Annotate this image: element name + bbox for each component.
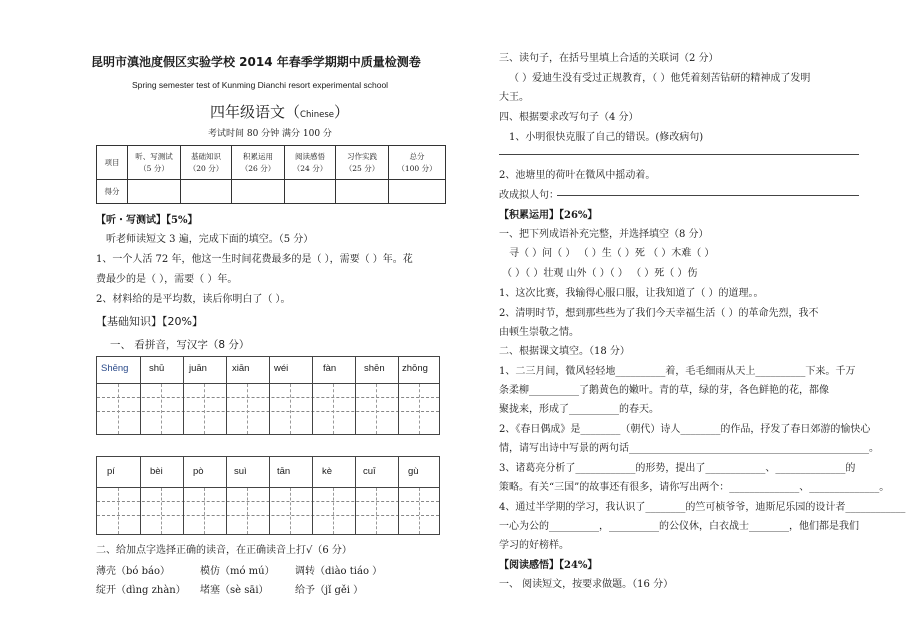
reading-choice-5: 堵塞（sè sāi） xyxy=(200,585,269,596)
q4-item2-prompt: 改成拟人句： xyxy=(499,190,559,201)
score-table xyxy=(96,145,446,204)
q3-line2: 大王。 xyxy=(499,92,529,103)
score-row-label: 得分 xyxy=(97,180,128,204)
acc-q2: 二、根据课文填空。（18 分） xyxy=(499,346,630,357)
pinyin-item: Shēng xyxy=(101,363,129,374)
reading-choice-3: 调转（diào tiáo ） xyxy=(295,566,383,577)
fill-3-line1: 3、诸葛亮分析了____________的形势，提出了____________、______________的 xyxy=(499,463,856,474)
grid-guide-line xyxy=(161,488,162,534)
grid-divider xyxy=(355,357,356,434)
fill-4-line2: 一心为公的__________，__________的公仪休，白衣战士________，他们都是我们 xyxy=(499,521,859,532)
basic-q1: 一、 看拼音，写汉字（8 分） xyxy=(110,339,250,351)
pinyin-item: pò xyxy=(193,466,204,477)
pinyin-item: xiān xyxy=(232,363,250,374)
grid-guide-line xyxy=(97,397,439,398)
grid-guide-line xyxy=(333,384,334,434)
score-cell xyxy=(128,180,181,204)
score-cell xyxy=(232,180,285,204)
fill-4-line3: 学习的好榜样。 xyxy=(499,540,569,551)
pinyin-item: shū xyxy=(149,363,165,374)
fill-4-line1: 4、通过半学期的学习，我认识了________的竺可桢爷爷，迪斯尼乐园的设计者____________ xyxy=(499,502,906,513)
reading-choice-1: 薄壳（bó báo） xyxy=(96,566,170,577)
grid-guide-line xyxy=(118,384,119,434)
read-q1: 一、 阅读短文，按要求做题。（16 分） xyxy=(499,579,674,590)
grid-guide-line xyxy=(97,501,439,502)
pinyin-grid-1 xyxy=(96,356,440,435)
score-header-accum: 积累运用 （26 分） xyxy=(232,146,285,180)
grid-guide-line xyxy=(204,488,205,534)
subject-close: ） xyxy=(333,103,349,121)
fill-2-line1: 2、《春日偶成》是________（朝代）诗人________的作品，抒发了春日郊游的愉快心 xyxy=(499,424,871,435)
listen-q2: 2、材料给的是平均数，读后你明白了（ ）。 xyxy=(96,294,291,305)
q4-item2: 2、池塘里的荷叶在微风中摇动着。 xyxy=(499,170,656,181)
answer-line xyxy=(499,154,859,155)
grid-divider xyxy=(398,457,399,534)
grid-guide-line xyxy=(161,384,162,434)
grid-divider xyxy=(183,457,184,534)
grid-divider xyxy=(140,357,141,434)
grid-divider xyxy=(312,357,313,434)
q3-heading: 三、读句子，在括号里填上合适的关联词（2 分） xyxy=(499,53,719,64)
pinyin-item: suì xyxy=(234,466,247,477)
acc-q1-item2-line2: 由顿生崇敬之情。 xyxy=(499,327,579,338)
pinyin-item: zhōng xyxy=(402,363,428,374)
grid-divider xyxy=(312,457,313,534)
exam-info: 考试时间 80 分钟 满分 100 分 xyxy=(208,129,332,139)
grid-guide-line xyxy=(118,488,119,534)
grid-guide-line xyxy=(204,384,205,434)
pinyin-item: wéi xyxy=(274,363,289,374)
grid-guide-line xyxy=(247,384,248,434)
reading-choice-4: 绽开（dìng zhàn） xyxy=(96,585,186,596)
pinyin-item: fàn xyxy=(323,363,337,374)
score-header-listen: 听、写测试 （5 分） xyxy=(128,146,181,180)
listen-q1-line1: 1、一个人活 72 年，他这一生时间花费最多的是（ ），需要（ ）年。花 xyxy=(96,254,413,265)
idioms-row2: （ ）（ ）壮观 山外（ ）（ ） （ ）死（ ）伤 xyxy=(502,268,698,279)
listen-instruction: 听老师读短文 3 遍，完成下面的填空。（5 分） xyxy=(106,234,314,245)
subject-en: Chinese xyxy=(300,110,334,120)
answer-line xyxy=(557,195,859,196)
reading-choice-6: 给予（jǐ gěi ） xyxy=(295,585,364,596)
pinyin-row xyxy=(97,457,439,488)
fill-3-line2: 策略。有关“三国”的故事还有很多，请你写出两个：______________、______________。 xyxy=(499,482,890,493)
grid-guide-line xyxy=(247,488,248,534)
q3-line1: （ ）爱迪生没有受过正规教育，（ ）他凭着刻苦钻研的精神成了发明 xyxy=(509,73,811,84)
score-header-reading: 阅读感悟 （24 分） xyxy=(285,146,336,180)
grid-guide-line xyxy=(333,488,334,534)
pinyin-item: pí xyxy=(107,466,115,477)
grid-divider xyxy=(269,457,270,534)
grid-guide-line xyxy=(419,488,420,534)
grid-divider xyxy=(398,357,399,434)
fill-1-line3: 聚拢来，形成了__________的春天。 xyxy=(499,404,659,415)
pinyin-item: juān xyxy=(189,363,207,374)
fill-2-line2: 情，请写出诗中写景的两句话________________________________________________。 xyxy=(499,443,879,454)
pinyin-item: shēn xyxy=(364,363,385,374)
score-header-item: 项目 xyxy=(97,146,128,180)
listen-q1-line2: 费最少的是（ ），需要（ ）年。 xyxy=(96,274,238,285)
q4-item1: 1、小明很快克服了自己的错误。(修改病句) xyxy=(509,132,704,143)
grid-divider xyxy=(183,357,184,434)
section-reading-heading: 【阅读感悟】【24%】 xyxy=(499,560,598,571)
acc-q1-item2-line1: 2、清明时节，想到那些些为了我们今天幸福生活（ ）的革命先烈，我不 xyxy=(499,308,819,319)
section-accum-heading: 【积累运用】【26%】 xyxy=(499,210,598,221)
grid-divider xyxy=(226,357,227,434)
grid-guide-line xyxy=(97,411,439,412)
section-listen-heading: 【听・写测试】【5%】 xyxy=(96,215,198,226)
score-cell xyxy=(336,180,389,204)
score-cell xyxy=(285,180,336,204)
grid-guide-line xyxy=(376,488,377,534)
grid-divider xyxy=(269,357,270,434)
score-header-basic: 基础知识 （20 分） xyxy=(181,146,232,180)
exam-title: 昆明市滇池度假区实验学校 2014 年春季学期期中质量检测卷 xyxy=(91,55,421,69)
grid-divider xyxy=(355,457,356,534)
pinyin-item: bèi xyxy=(150,466,163,477)
score-cell xyxy=(181,180,232,204)
idioms-row1: 寻（ ）问（ ） （ ）生（ ）死 （ ）木难（ ） xyxy=(509,248,715,259)
fill-1-line2: 条柔柳__________了鹅黄色的嫩叶。青的草，绿的芽，各色鲜艳的花，都像 xyxy=(499,385,829,396)
section-basic-heading: 【基础知识】【20%】 xyxy=(96,315,203,328)
score-header-total: 总分 （100 分） xyxy=(389,146,446,180)
grid-guide-line xyxy=(419,384,420,434)
pinyin-item: gù xyxy=(408,466,419,477)
acc-q1: 一、把下列成语补充完整，并选择填空（8 分） xyxy=(499,229,709,240)
fill-1-line1: 1、二三月间，微风轻轻地__________着，毛毛细雨从天上__________下来。千万 xyxy=(499,366,856,377)
grid-guide-line xyxy=(97,515,439,516)
subject-heading xyxy=(210,101,349,122)
score-table-score-row xyxy=(97,180,446,204)
grid-guide-line xyxy=(290,384,291,434)
score-cell xyxy=(389,180,446,204)
grid-guide-line xyxy=(290,488,291,534)
pinyin-item: cuī xyxy=(363,466,376,477)
basic-q2: 二、给加点字选择正确的读音，在正确读音上打√（6 分） xyxy=(96,545,352,556)
pinyin-item: kè xyxy=(322,466,333,477)
pinyin-item: tān xyxy=(277,466,291,477)
pinyin-grid-2 xyxy=(96,456,440,535)
grid-divider xyxy=(226,457,227,534)
score-header-writing: 习作实践 （25 分） xyxy=(336,146,389,180)
grid-divider xyxy=(140,457,141,534)
score-table-header-row xyxy=(97,146,446,180)
subject-cn: 四年级语文（ xyxy=(210,103,301,121)
exam-subtitle: Spring semester test of Kunming Dianchi resort experimental school xyxy=(132,80,389,90)
grid-guide-line xyxy=(376,384,377,434)
reading-choice-2: 模仿（mó mú） xyxy=(200,566,275,577)
q4-heading: 四、根据要求改写句子（4 分） xyxy=(499,112,639,123)
acc-q1-item1: 1、这次比赛，我输得心服口服，让我知道了（ ）的道理。。 xyxy=(499,288,764,299)
